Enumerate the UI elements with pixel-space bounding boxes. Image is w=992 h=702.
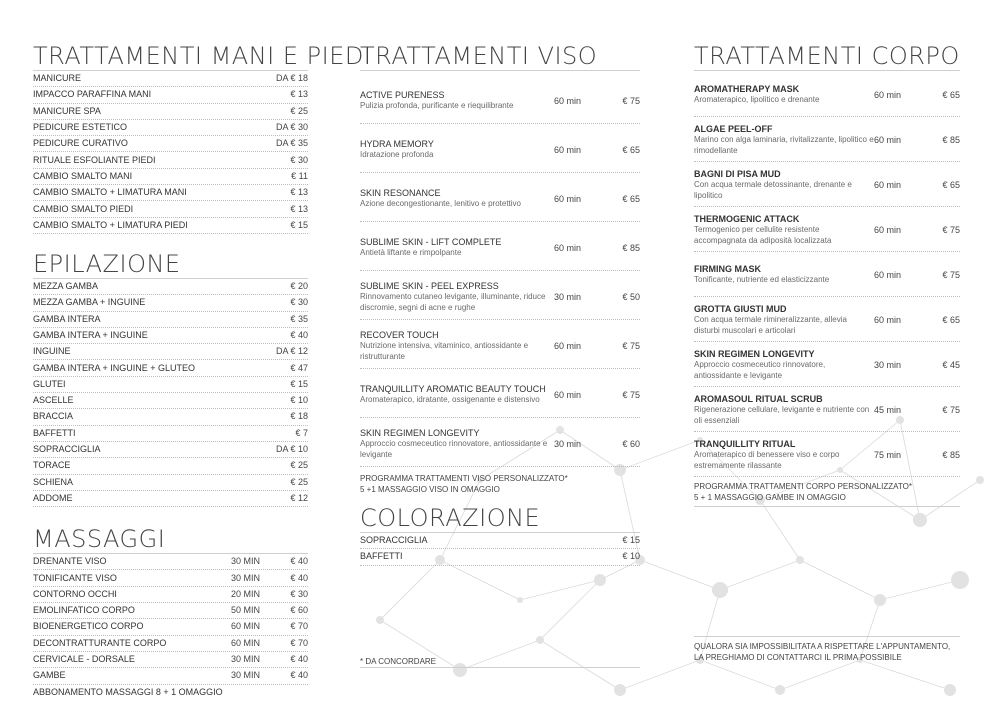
column-center xyxy=(360,42,640,666)
treatment-text xyxy=(360,281,554,313)
list-item xyxy=(33,636,308,652)
item-duration: 30 MIN xyxy=(230,654,260,665)
treatment-duration: 60 min xyxy=(554,390,582,400)
list-item xyxy=(33,87,308,103)
treatment-item xyxy=(694,391,960,432)
list-item xyxy=(33,104,308,120)
treatment-description: Con acqua termale rimineralizzante, allevia disturbi muscolari e articolari xyxy=(694,315,847,335)
treatment-duration: 60 min xyxy=(874,270,902,280)
item-name: MANICURE xyxy=(33,73,82,84)
treatment-name: HYDRA MEMORY xyxy=(360,139,434,150)
list-item xyxy=(33,652,308,668)
treatment-name: THERMOGENIC ATTACK xyxy=(694,214,800,224)
item-name: BAFFETTI xyxy=(33,427,76,438)
program-corpo-line2: 5 + 1 MASSAGGIO GAMBE IN OMAGGIO xyxy=(694,493,846,502)
item-price: € 70 xyxy=(290,637,308,648)
treatment-price: € 75 xyxy=(942,270,960,280)
list-item xyxy=(33,426,308,442)
item-price: € 12 xyxy=(290,492,308,503)
item-name: TORACE xyxy=(33,460,71,471)
list-massaggi xyxy=(33,554,308,684)
treatment-description: Idratazione profonda xyxy=(360,150,434,160)
treatment-duration: 75 min xyxy=(874,450,902,460)
item-name: EMOLINFATICO CORPO xyxy=(33,605,135,616)
divider xyxy=(694,506,960,507)
treatment-name: SUBLIME SKIN - PEEL EXPRESS xyxy=(360,281,499,291)
treatment-item xyxy=(360,179,640,222)
treatment-name: TRANQUILLITY AROMATIC BEAUTY TOUCH xyxy=(360,384,546,395)
treatment-price: € 85 xyxy=(622,243,640,253)
treatment-description: Nutrizione intensiva, vitaminico, antiossidante e ristrutturante xyxy=(360,341,529,361)
treatment-name: AROMASOUL RITUAL SCRUB xyxy=(694,394,823,404)
treatment-text xyxy=(694,394,874,426)
item-price: € 10 xyxy=(290,395,308,406)
item-price: € 70 xyxy=(290,621,308,632)
treatment-price: € 45 xyxy=(942,360,960,370)
treatment-duration: 60 min xyxy=(874,225,902,235)
treatment-text xyxy=(694,169,874,201)
divider xyxy=(694,636,960,637)
treatment-text xyxy=(360,384,554,406)
item-price: € 47 xyxy=(290,362,308,373)
item-price: € 25 xyxy=(290,460,308,471)
treatment-text xyxy=(360,139,554,161)
treatment-description: Tonificante, nutriente ed elasticizzante xyxy=(694,275,830,285)
item-name: PEDICURE ESTETICO xyxy=(33,122,128,133)
program-viso xyxy=(360,473,640,495)
treatment-text xyxy=(360,90,554,112)
section-title-massaggi: MASSAGGI xyxy=(33,525,166,554)
item-price: € 13 xyxy=(290,187,308,198)
treatment-price: € 85 xyxy=(942,135,960,145)
treatment-name: RECOVER TOUCH xyxy=(360,330,439,340)
item-name: DRENANTE VISO xyxy=(33,556,107,567)
treatment-name: ACTIVE PURENESS xyxy=(360,90,445,101)
item-name: CERVICALE - DORSALE xyxy=(33,654,135,665)
section-title-epilazione: EPILAZIONE xyxy=(33,249,181,278)
list-item xyxy=(33,554,308,570)
item-name: CAMBIO SMALTO + LIMATURA MANI xyxy=(33,187,187,198)
item-price: € 30 xyxy=(290,297,308,308)
item-name: TONIFICANTE VISO xyxy=(33,572,117,583)
item-name: MANICURE SPA xyxy=(33,105,101,116)
item-price: DA € 35 xyxy=(275,138,308,149)
item-name: MEZZA GAMBA + INGUINE xyxy=(33,297,146,308)
treatment-price: € 85 xyxy=(942,450,960,460)
treatment-price: € 65 xyxy=(942,180,960,190)
item-name: BRACCIA xyxy=(33,411,74,422)
treatment-item xyxy=(360,130,640,173)
treatment-description: Marino con alga laminaria, rivitalizzante, lipolitico e rimodellante xyxy=(694,135,874,155)
list-corpo xyxy=(694,76,960,477)
list-item xyxy=(33,409,308,425)
item-name: BIOENERGETICO CORPO xyxy=(33,621,144,632)
treatment-description: Approccio cosmeceutico rinnovatore, antiossidante e levigante xyxy=(694,360,826,380)
treatment-name: FIRMING MASK xyxy=(694,264,761,275)
divider xyxy=(360,667,640,668)
item-name: CONTORNO OCCHI xyxy=(33,588,117,599)
treatment-item xyxy=(360,424,640,467)
treatment-name: SKIN REGIMEN LONGEVITY xyxy=(694,349,815,359)
item-price: € 35 xyxy=(290,313,308,324)
treatment-description: Approccio cosmeceutico rinnovatore, antiossidante e levigante xyxy=(360,439,548,459)
treatment-duration: 30 min xyxy=(554,292,582,302)
item-price: € 30 xyxy=(290,588,308,599)
treatment-text xyxy=(694,84,874,106)
list-item xyxy=(33,328,308,344)
list-item xyxy=(33,71,308,87)
list-item xyxy=(33,185,308,201)
treatment-item xyxy=(360,228,640,271)
item-price: € 60 xyxy=(290,605,308,616)
treatment-item xyxy=(694,256,960,297)
item-price: € 40 xyxy=(290,670,308,681)
item-name: SCHIENA xyxy=(33,476,74,487)
item-name: GAMBA INTERA + INGUINE + GLUTEO xyxy=(33,362,196,373)
footnote-block xyxy=(360,656,640,668)
item-price: € 30 xyxy=(290,154,308,165)
section-title-corpo: TRATTAMENTI CORPO xyxy=(694,42,960,70)
treatment-duration: 60 min xyxy=(874,135,902,145)
treatment-name: AROMATHERAPY MASK xyxy=(694,84,800,95)
treatment-price: € 65 xyxy=(622,194,640,204)
item-name: SOPRACCIGLIA xyxy=(33,444,101,455)
treatment-description: Pulizia profonda, purificante e riequilibrante xyxy=(360,101,514,111)
treatment-description: Aromaterapico di benessere viso e corpo estremamente rilassante xyxy=(694,450,840,470)
item-name: CAMBIO SMALTO + LIMATURA PIEDI xyxy=(33,219,188,230)
treatment-price: € 75 xyxy=(622,341,640,351)
list-item xyxy=(33,491,308,507)
treatment-text xyxy=(360,237,554,259)
list-mani-piedi xyxy=(33,71,308,234)
treatment-price: € 65 xyxy=(622,145,640,155)
item-name: BAFFETTI xyxy=(360,551,403,562)
item-price: DA € 10 xyxy=(275,444,308,455)
list-viso xyxy=(360,81,640,467)
column-left xyxy=(33,42,372,700)
list-item xyxy=(33,279,308,295)
item-name: ASCELLE xyxy=(33,395,74,406)
item-name: CAMBIO SMALTO MANI xyxy=(33,170,133,181)
treatment-name: SKIN RESONANCE xyxy=(360,188,441,199)
treatment-name: GROTTA GIUSTI MUD xyxy=(694,304,787,314)
section-title-colorazione: COLORAZIONE xyxy=(360,504,541,532)
program-corpo-line1: PROGRAMMA TRATTAMENTI CORPO PERSONALIZZATO* xyxy=(694,482,912,491)
treatment-item xyxy=(694,121,960,162)
treatment-price: € 75 xyxy=(942,225,960,235)
treatment-text xyxy=(360,188,554,210)
list-epilazione xyxy=(33,279,308,507)
treatment-text xyxy=(694,349,874,381)
treatment-description: Con acqua termale detossinante, drenante e lipolitico xyxy=(694,180,852,200)
list-item xyxy=(33,169,308,185)
treatment-duration: 60 min xyxy=(874,180,902,190)
item-price: € 7 xyxy=(295,427,308,438)
item-duration: 50 MIN xyxy=(230,605,260,616)
list-item xyxy=(33,458,308,474)
treatment-name: TRANQUILLITY RITUAL xyxy=(694,439,796,449)
divider xyxy=(694,70,960,71)
list-item xyxy=(33,393,308,409)
treatment-price: € 65 xyxy=(942,315,960,325)
treatment-duration: 60 min xyxy=(554,341,582,351)
item-price: € 20 xyxy=(290,281,308,292)
treatment-duration: 60 min xyxy=(554,96,582,106)
item-name: RITUALE ESFOLIANTE PIEDI xyxy=(33,154,156,165)
item-duration: 30 MIN xyxy=(230,556,260,567)
list-item xyxy=(360,549,640,565)
treatment-name: ALGAE PEEL-OFF xyxy=(694,124,773,134)
treatment-price: € 50 xyxy=(622,292,640,302)
list-item xyxy=(33,136,308,152)
item-price: € 10 xyxy=(622,551,640,562)
treatment-description: Aromaterapico, idratante, ossigenante e distensivo xyxy=(360,395,540,405)
list-item xyxy=(33,152,308,168)
treatment-name: SKIN REGIMEN LONGEVITY xyxy=(360,428,480,438)
item-price: DA € 18 xyxy=(275,73,308,84)
item-name: SOPRACCIGLIA xyxy=(360,535,428,546)
item-name: MEZZA GAMBA xyxy=(33,281,99,292)
treatment-item xyxy=(694,166,960,207)
item-name: CAMBIO SMALTO PIEDI xyxy=(33,203,134,214)
footnote: * DA CONCORDARE xyxy=(360,657,437,666)
treatment-description: Termogenico per cellulite resistente accompagnata da adiposità localizzata xyxy=(694,225,832,245)
program-viso-line2: 5 +1 MASSAGGIO VISO IN OMAGGIO xyxy=(360,485,500,494)
item-price: € 40 xyxy=(290,572,308,583)
section-title-viso: TRATTAMENTI VISO xyxy=(360,42,598,70)
colorazione-block xyxy=(360,532,640,566)
treatment-duration: 60 min xyxy=(554,243,582,253)
list-item xyxy=(33,668,308,684)
item-price: DA € 30 xyxy=(275,122,308,133)
item-price: € 25 xyxy=(290,476,308,487)
list-item xyxy=(33,344,308,360)
list-colorazione xyxy=(360,533,640,566)
treatment-name: SUBLIME SKIN - LIFT COMPLETE xyxy=(360,237,502,248)
treatment-item xyxy=(694,346,960,387)
treatment-duration: 60 min xyxy=(874,315,902,325)
treatment-text xyxy=(360,428,554,460)
item-duration: 60 MIN xyxy=(230,621,260,632)
treatment-duration: 60 min xyxy=(874,90,902,100)
item-price: € 15 xyxy=(290,378,308,389)
item-price: € 40 xyxy=(290,330,308,340)
list-item xyxy=(360,533,640,549)
treatment-item xyxy=(360,81,640,124)
item-name: PEDICURE CURATIVO xyxy=(33,138,128,149)
item-price: € 13 xyxy=(290,203,308,214)
item-price: € 40 xyxy=(290,556,308,567)
item-price: € 11 xyxy=(291,170,308,181)
list-item xyxy=(33,295,308,311)
item-price: € 15 xyxy=(622,535,640,546)
treatment-price: € 65 xyxy=(942,90,960,100)
item-duration: 20 MIN xyxy=(230,588,260,599)
treatment-duration: 60 min xyxy=(554,194,582,204)
notice-line1: QUALORA SIA IMPOSSIBILITATA A RISPETTARE L'APPUNTAMENTO, xyxy=(694,642,951,651)
divider xyxy=(360,70,640,71)
item-price: € 13 xyxy=(290,89,308,100)
treatment-text xyxy=(694,124,874,156)
item-price: € 15 xyxy=(290,219,308,230)
treatment-price: € 60 xyxy=(622,439,640,449)
list-item xyxy=(33,312,308,328)
treatment-item xyxy=(694,211,960,252)
treatment-item xyxy=(360,375,640,418)
list-item xyxy=(33,360,308,376)
treatment-description: Antietà liftante e rimpolpante xyxy=(360,248,462,258)
list-item xyxy=(33,570,308,586)
treatment-name: BAGNI DI PISA MUD xyxy=(694,169,781,179)
section-title-mani-piedi: TRATTAMENTI MANI E PIEDI xyxy=(33,42,372,70)
list-item xyxy=(33,619,308,635)
item-price: € 18 xyxy=(290,411,308,422)
treatment-item xyxy=(360,277,640,320)
item-price: € 40 xyxy=(290,654,308,665)
massaggi-footer: ABBONAMENTO MASSAGGI 8 + 1 OMAGGIO xyxy=(33,686,223,697)
program-corpo xyxy=(694,481,960,507)
notice-line2: LA PREGHIAMO DI CONTATTARCI IL PRIMA POSSIBILE xyxy=(694,653,902,662)
item-duration: 60 MIN xyxy=(230,637,260,648)
item-name: ADDOME xyxy=(33,492,73,503)
treatment-description: Rigenerazione cellulare, levigante e nutriente con oli essenziali xyxy=(694,405,870,425)
list-item xyxy=(33,442,308,458)
item-name: INGUINE xyxy=(33,346,71,357)
treatment-duration: 30 min xyxy=(874,360,902,370)
treatment-item xyxy=(694,436,960,477)
list-item xyxy=(33,201,308,217)
treatment-description: Azione decongestionante, lenitivo e protettivo xyxy=(360,199,521,209)
item-name: GAMBA INTERA + INGUINE xyxy=(33,330,148,340)
list-item xyxy=(33,377,308,393)
treatment-item xyxy=(360,326,640,369)
treatment-duration: 45 min xyxy=(874,405,902,415)
item-duration: 30 MIN xyxy=(230,670,260,681)
program-viso-line1: PROGRAMMA TRATTAMENTI VISO PERSONALIZZATO* xyxy=(360,474,568,483)
treatment-text xyxy=(694,214,874,246)
list-item xyxy=(33,603,308,619)
item-name: DECONTRATTURANTE CORPO xyxy=(33,637,167,648)
treatment-text xyxy=(360,330,554,362)
list-item xyxy=(33,475,308,491)
treatment-text xyxy=(694,304,874,336)
item-name: IMPACCO PARAFFINA MANI xyxy=(33,89,152,100)
treatment-price: € 75 xyxy=(622,96,640,106)
treatment-description: Aromaterapico, lipolitico e drenante xyxy=(694,95,820,105)
item-name: GLUTEI xyxy=(33,378,66,389)
treatment-duration: 60 min xyxy=(554,145,582,155)
treatment-text xyxy=(694,264,874,286)
treatment-text xyxy=(694,439,874,471)
item-duration: 30 MIN xyxy=(230,572,260,583)
item-name: GAMBA INTERA xyxy=(33,313,101,324)
treatment-item xyxy=(694,301,960,342)
column-right xyxy=(694,42,960,662)
item-price: DA € 12 xyxy=(275,346,308,357)
list-item xyxy=(33,120,308,136)
item-price: € 25 xyxy=(290,105,308,116)
notice-block xyxy=(694,636,960,663)
treatment-description: Rinnovamento cutaneo levigante, illuminante, riduce discromie, segni di acne e rughe xyxy=(360,292,546,312)
treatment-item xyxy=(694,76,960,117)
item-name: GAMBE xyxy=(33,670,66,681)
treatment-price: € 75 xyxy=(942,405,960,415)
list-item xyxy=(33,218,308,234)
treatment-price: € 75 xyxy=(622,390,640,400)
list-item xyxy=(33,587,308,603)
treatment-duration: 30 min xyxy=(554,439,582,449)
